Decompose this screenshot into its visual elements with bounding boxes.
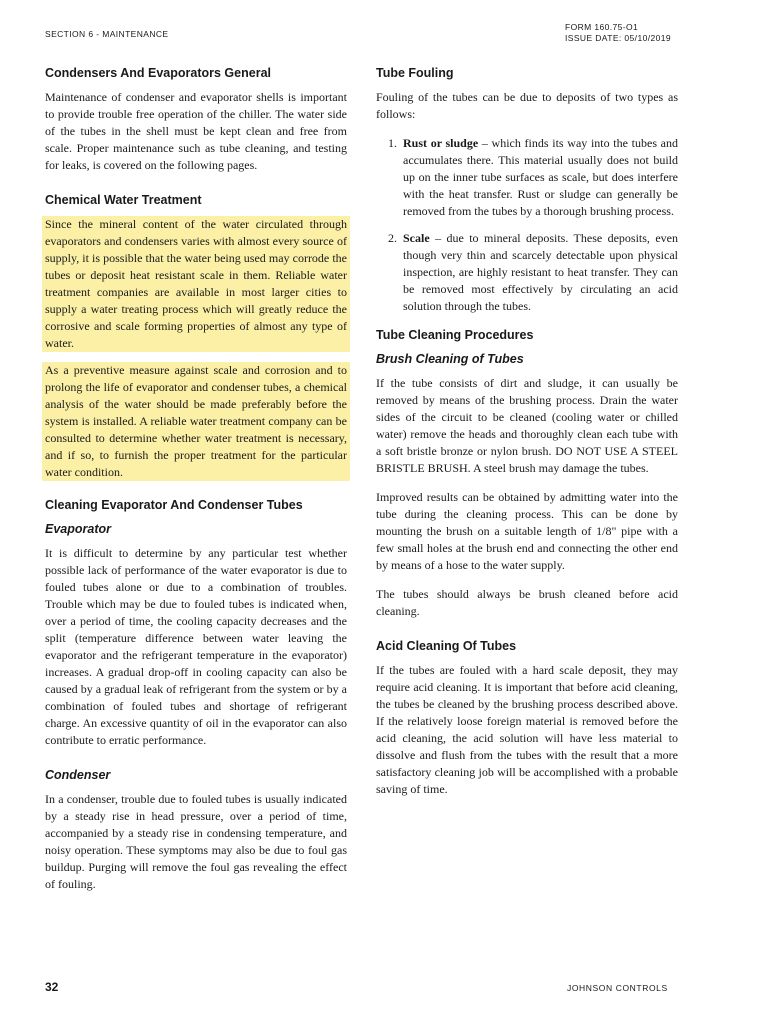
paragraph-condensers-general: Maintenance of condenser and evaporator shells is important to provide trouble free operation of the chiller. The water side of the tubes in the shell must be kept clean and free from scale. Proper maintenance such as tube cleaning, and testing for leaks, is covered on the following pages.: [45, 90, 347, 172]
list-item: [376, 135, 678, 220]
highlighted-paragraph-preventive-measure: As a preventive measure against scale and corrosion and to prolong the life of evaporator and condenser tubes, a chemical analysis of the water should be made preferably before the system is installed. A reliable water treatment company can be consulted to determine whether water treatment is necessary, and if so, to furnish the proper treatment for the particular water condition.: [42, 362, 350, 481]
paragraph-evaporator: It is difficult to determine by any particular test whether possible lack of performance of the water evaporator is due to fouled tubes alone or due to a combination of troubles. Trouble which may be due to fouled tubes is indicated when, over a period of time, the cooling capacity decreases and the split (temperature difference between water leaving the evaporator and the refrigerant temperature in the evaporator) increases. A gradual drop-off in cooling capacity can also be caused by a gradual leak of refrigerant from the system or by a combination of fouled tubes and shortage of refrigerant charge. An excessive quantity of oil in the evaporator can also contribute to erratic performance.: [45, 546, 347, 747]
form-number: FORM 160.75-O1: [565, 22, 639, 32]
left-column: [45, 65, 347, 905]
subheading-evaporator: Evaporator: [45, 522, 111, 536]
footer-brand: JOHNSON CONTROLS: [567, 983, 668, 993]
list-number: 2.: [388, 231, 397, 245]
subheading-brush-cleaning: Brush Cleaning of Tubes: [376, 352, 524, 366]
list-item: [376, 230, 678, 315]
heading-acid-cleaning: Acid Cleaning Of Tubes: [376, 639, 517, 653]
form-info: [565, 22, 671, 44]
list-term: Rust or sludge: [403, 136, 479, 150]
heading-cleaning-tubes: Cleaning Evaporator And Condenser Tubes: [45, 498, 303, 512]
highlighted-paragraph-mineral-content: Since the mineral content of the water circulated through evaporators and condensers varies with almost every source of supply, it is possible that the water being used may corrode the tubes or deposit heat resistant scale in them. Reliable water treatment companies are available in most larger cities to supply a water treating process which will greatly reduce the corrosive and scale forming properties of almost any type of water.: [42, 216, 350, 352]
right-column: [376, 65, 678, 810]
paragraph-brush-cleaning-3: The tubes should always be brush cleaned before acid cleaning.: [376, 587, 678, 618]
paragraph-acid-cleaning: If the tubes are fouled with a hard scale deposit, they may require acid cleaning. It is important that before acid cleaning, the tubes be cleaned by the brushing process described above. If the relatively loose foreign material is removed before the acid cleaning, the acid solution will have less material to dissolve and flush from the tubes with the result that a more satisfactory cleaning job will be accomplished with a probable saving of time.: [376, 663, 678, 796]
heading-tube-cleaning-procedures: Tube Cleaning Procedures: [376, 328, 534, 342]
list-number: 1.: [388, 136, 397, 150]
heading-condensers-evaporators-general: Condensers And Evaporators General: [45, 66, 271, 80]
list-text: – due to mineral deposits. These deposits, even though very thin and scarcely detectable upon physical inspection, are highly resistant to heat transfer. They can be removed most effectively by circulating an acid solution through the tubes.: [403, 231, 678, 313]
list-term: Scale: [403, 231, 430, 245]
subheading-condenser: Condenser: [45, 768, 111, 782]
paragraph-brush-cleaning-1: If the tube consists of dirt and sludge, it can usually be removed by means of the brushing process. Drain the water sides of the circuit to be cleaned (cooling water or chilled water) remove the heads and thoroughly clean each tube with a soft bristle bronze or nylon brush. DO NOT USE A STEEL BRISTLE BRUSH. A steel brush may damage the tubes.: [376, 376, 678, 475]
list-text: – which finds its way into the tubes and accumulates there. This material usually does not build up on the inner tube surfaces as scale, but does interfere with the heat transfer. Rust or sludge can generally be removed from the tubes by a thorough brushing process.: [403, 136, 678, 218]
issue-date: ISSUE DATE: 05/10/2019: [565, 33, 671, 43]
paragraph-condenser: In a condenser, trouble due to fouled tubes is usually indicated by a steady rise in head pressure, over a period of time, accompanied by a steady rise in condensing temperature, and noisy operation. These symptoms may also be due to foul gas buildup. Purging will remove the foul gas revealing the effect of fouling.: [45, 792, 347, 891]
section-header: SECTION 6 - MAINTENANCE: [45, 29, 169, 39]
heading-chemical-water-treatment: Chemical Water Treatment: [45, 193, 202, 207]
heading-tube-fouling: Tube Fouling: [376, 66, 454, 80]
page-number: 32: [45, 980, 59, 994]
paragraph-brush-cleaning-2: Improved results can be obtained by admitting water into the tube during the cleaning process. This can be done by mounting the brush on a suitable length of 1/8" pipe with a few small holes at the brush end and connecting the other end by means of a hose to the water supply.: [376, 490, 678, 572]
fouling-types-list: [376, 135, 678, 315]
paragraph-tube-fouling: Fouling of the tubes can be due to deposits of two types as follows:: [376, 90, 678, 121]
